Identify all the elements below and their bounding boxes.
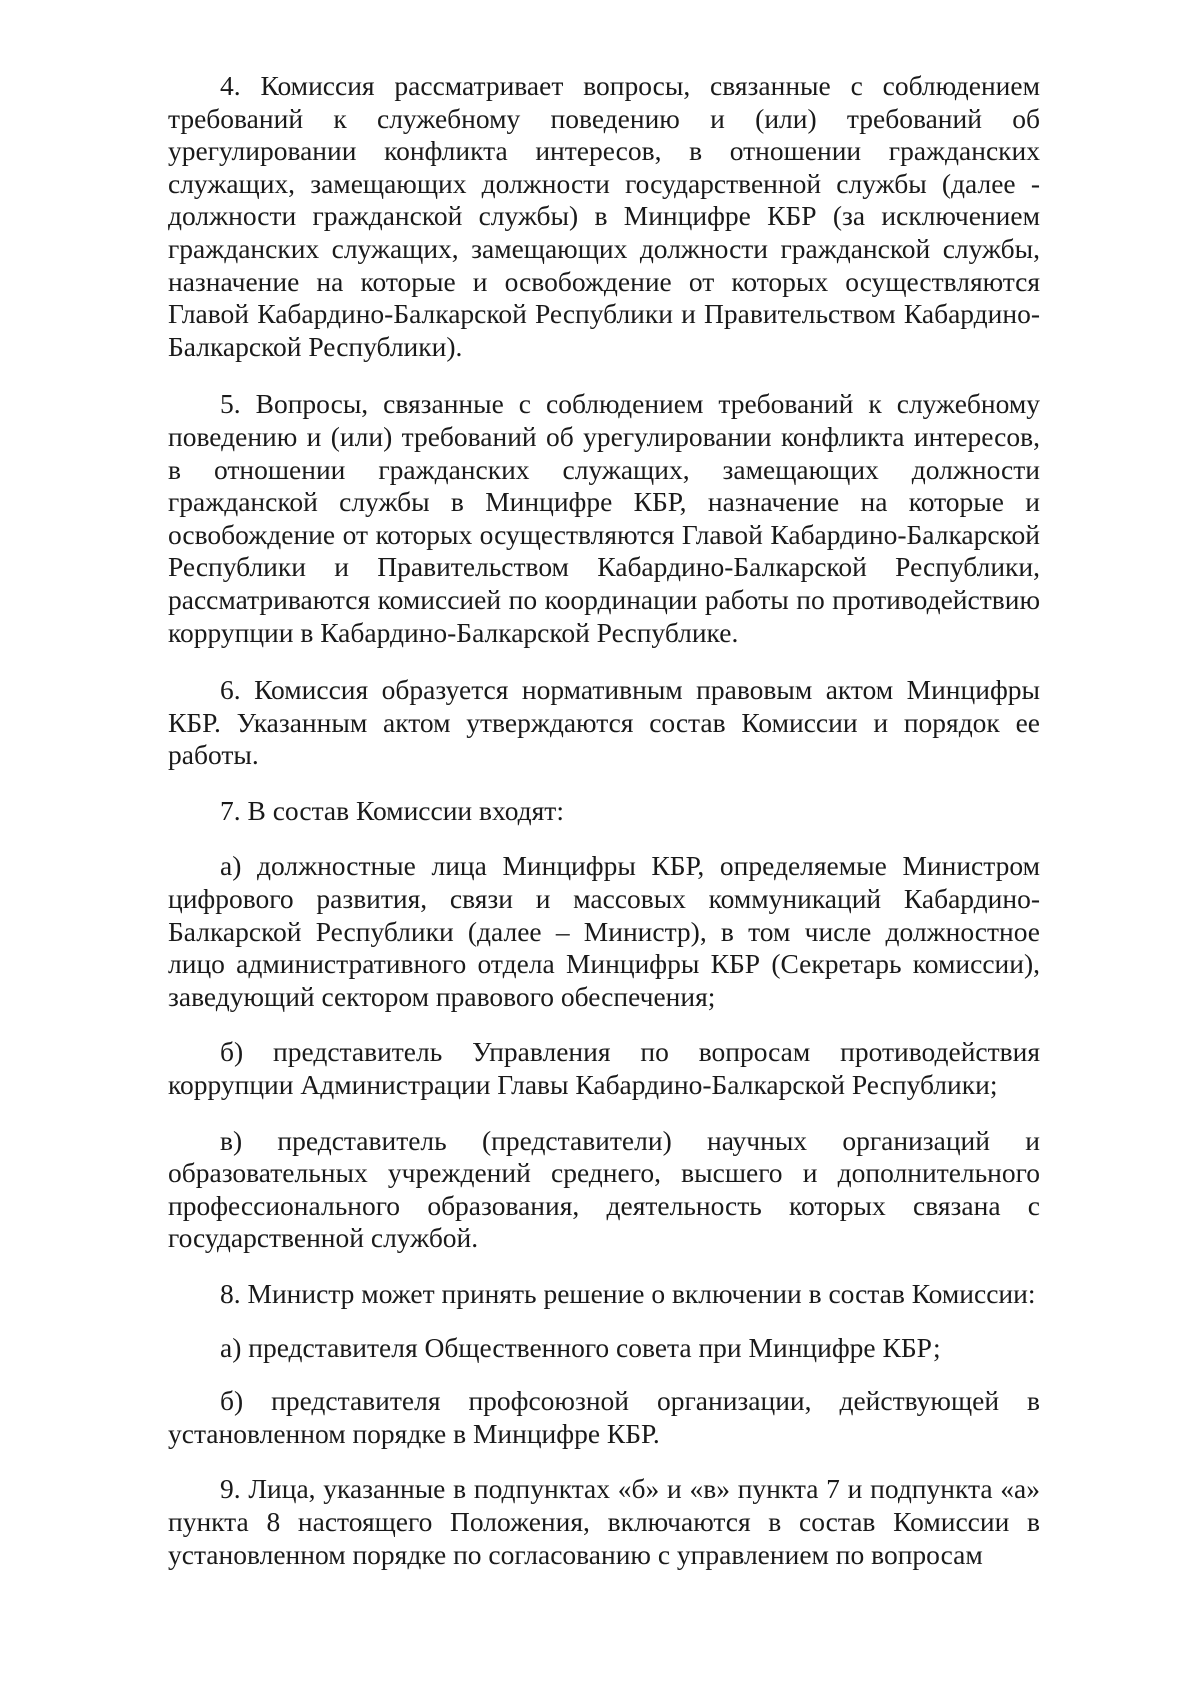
paragraph-6: 6. Комиссия образуется нормативным правовым актом Минцифры КБР. Указанным актом утверждаются состав Комиссии и порядок ее работы. [168,674,1040,771]
paragraph-4: 4. Комиссия рассматривает вопросы, связанные с соблюдением требований к служебному поведению и (или) требований об урегулировании конфликта интересов, в отношении гражданских служащих, замещающих должности государственной службы (далее - должности гражданской службы) в Минцифре КБР (за исключением гражданских служащих, замещающих должности гражданской службы, назначение на которые и освобождение от которых осуществляются Главой Кабардино-Балкарской Республики и Правительством Кабардино-Балкарской Республики). [168,70,1040,362]
paragraph-8: 8. Министр может принять решение о включении в состав Комиссии: [220,1278,1036,1309]
paragraph-5: 5. Вопросы, связанные с соблюдением требований к служебному поведению и (или) требований об урегулировании конфликта интересов, в отношении гражданских служащих, замещающих должности гражданской службы в Минцифре КБР, назначение на которые и освобождение от которых осуществляются Главой Кабардино-Балкарской Республики и Правительством Кабардино-Балкарской Республики, рассматриваются комиссией по координации работы по противодействию коррупции в Кабардино-Балкарской Республике. [168,388,1040,648]
paragraph-7v: в) представитель (представители) научных организаций и образовательных учреждений среднего, высшего и дополнительного профессионального образования, деятельность которых связана с государственной службой. [168,1124,1040,1254]
paragraph-7: 7. В состав Комиссии входят: [220,794,564,826]
paragraph-8a: а) представителя Общественного совета при Минцифре КБР; [220,1331,941,1363]
paragraph-7b: б) представитель Управления по вопросам противодействия коррупции Администрации Главы Кабардино-Балкарской Республики; [168,1036,1040,1101]
paragraph-9: 9. Лица, указанные в подпунктах «б» и «в» пункта 7 и подпункта «а» пункта 8 настоящего Положения, включаются в состав Комиссии в установленном порядке по согласованию с управлением по вопросам [168,1473,1040,1570]
paragraph-8b: б) представителя профсоюзной организации, действующей в установленном порядке в Минцифре КБР. [168,1385,1040,1449]
paragraph-7a: а) должностные лица Минцифры КБР, определяемые Министром цифрового развития, связи и массовых коммуникаций Кабардино-Балкарской Республики (далее – Министр), в том числе должностное лицо административного отдела Минцифры КБР (Секретарь комиссии), заведующий сектором правового обеспечения; [168,850,1040,1012]
document-page [168,70,1040,1571]
